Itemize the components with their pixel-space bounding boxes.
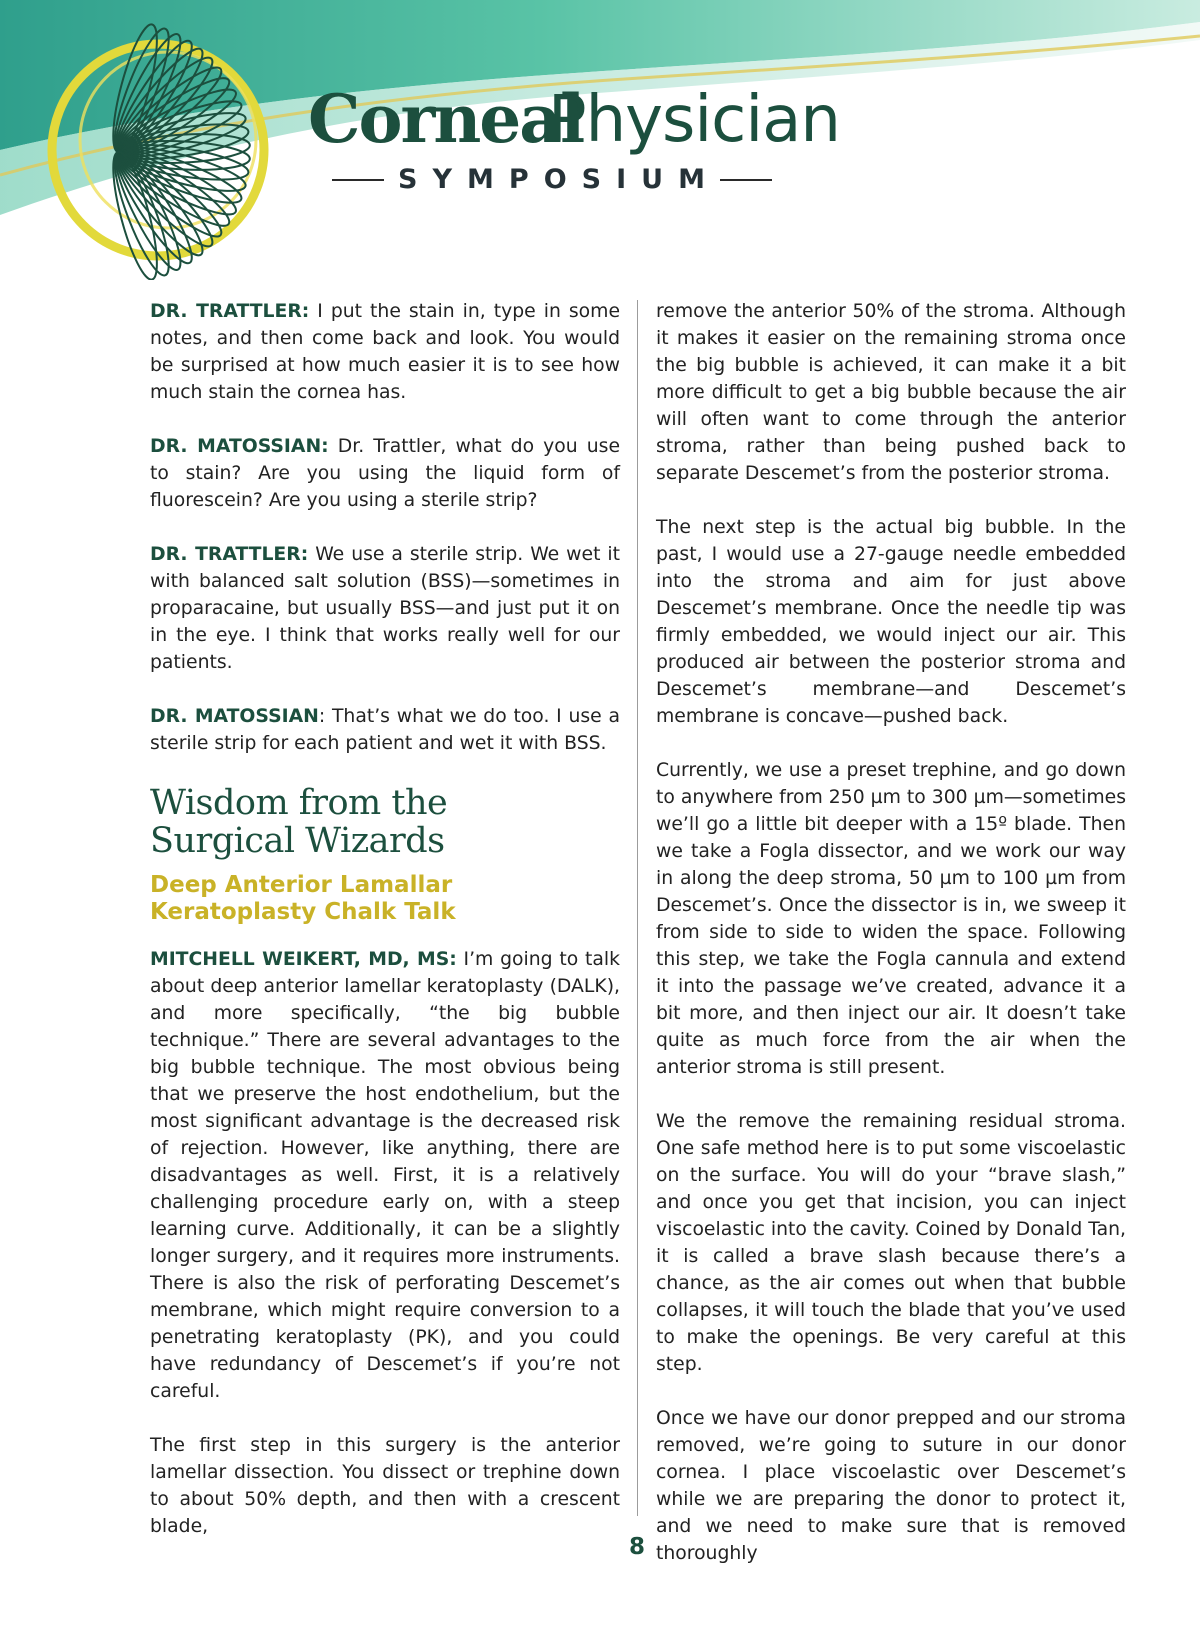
subtitle-line: Deep Anterior Lamallar	[150, 872, 453, 898]
paragraph-text: Dr. Trattler, what do you use to stain? Are you using the liquid form of fluorescein? Are you using a sterile strip?	[150, 436, 621, 511]
body-paragraph: Currently, we use a preset trephine, and go down to anywhere from 250 µm to 300 µm—sometimes we’ll go a little bit deeper with a 15º blade. Then we take a Fogla dissector, and we work our way in along the deep stroma, 50 µm to 100 µm from Descemet’s. Once the dissector is in, we sweep it from side to side to widen the space. Following this step, we take the Fogla cannula and extend it into the passage we’ve created, advance it a bit more, and then inject our air. It doesn’t take quite as much force from the air when the anterior stroma is still present.	[656, 760, 1126, 1078]
dialogue-paragraph	[150, 946, 620, 1405]
dialogue-paragraph	[150, 298, 620, 406]
speaker-label: DR. TRATTLER:	[150, 301, 310, 322]
speaker-label: DR. MATOSSIAN	[150, 706, 319, 727]
speaker-label: MITCHELL WEIKERT, MD, MS:	[150, 949, 457, 970]
speaker-label: DR. MATOSSIAN:	[150, 436, 329, 457]
paragraph-text: : That’s what we do too. I use a sterile strip for each patient and wet it with BSS.	[150, 706, 620, 754]
page-number: 8	[628, 1534, 645, 1560]
subtitle-line: Keratoplasty Chalk Talk	[150, 899, 456, 925]
body-paragraph: remove the anterior 50% of the stroma. Although it makes it easier on the remaining stroma once the big bubble is achieved, it can make it a bit more difficult to get a big bubble because the air will often want to come through the anterior stroma, rather than being pushed back to separate Descemet’s from the posterior stroma.	[656, 301, 1126, 484]
paragraph-text: I’m going to talk about deep anterior lamellar keratoplasty (DALK), and more specifically, “the big bubble technique.” There are several advantages to the big bubble technique. The most obvious being that we preserve the host endothelium, but the most significant advantage is the decreased risk of rejection. However, like anything, there are disadvantages as well. First, it is a relatively challenging procedure early on, with a steep learning curve. Additionally, it can be a slightly longer surgery, and it requires more instruments. There is also the risk of perforating Descemet’s membrane, which might require conversion to a penetrating keratoplasty (PK), and you could have redundancy of Descemet’s if you’re not careful.	[150, 949, 620, 1402]
section-title-line: Wisdom from the	[150, 783, 448, 823]
logo-symposium	[332, 166, 772, 193]
body-paragraph: The next step is the actual big bubble. In the past, I would use a 27-gauge needle embedded into the stroma and aim for just above Descemet’s membrane. Once the needle tip was firmly embedded, we would inject our air. This produced air between the posterior stroma and Descemet’s membrane—and Descemet’s membrane is concave—pushed back.	[656, 517, 1126, 727]
article-right-column	[656, 298, 1126, 1567]
section-title-line: Surgical Wizards	[150, 821, 445, 861]
paragraph-text: I put the stain in, type in some notes, and then come back and look. You would be surprised at how much easier it is to see how much stain the cornea has.	[150, 301, 620, 403]
section-title	[150, 784, 620, 860]
column-divider	[637, 300, 638, 1516]
paragraph-text: We use a sterile strip. We wet it with balanced salt solution (BSS)—sometimes in proparacaine, but usually BSS—and just put it on in the eye. I think that works really well for our patients.	[150, 544, 620, 673]
dialogue-paragraph	[150, 433, 620, 514]
logo-corneal: Corneal	[308, 80, 584, 158]
logo-rule-left	[332, 179, 384, 181]
logo-rule-right	[720, 179, 772, 181]
body-paragraph: We the remove the remaining residual stroma. One safe method here is to put some viscoelastic on the surface. You will do your “brave slash,” and once you get that incision, you can inject viscoelastic into the cavity. Coined by Donald Tan, it is called a brave slash because there’s a chance, as the air comes out when that bubble collapses, it will touch the blade that you’ve used to make the openings. Be very careful at this step.	[656, 1111, 1126, 1375]
body-paragraph: Once we have our donor prepped and our stroma removed, we’re going to suture in our donor cornea. I place viscoelastic over Descemet’s while we are preparing the donor to protect it, and we need to make sure that is removed thoroughly	[656, 1408, 1126, 1564]
section-subtitle	[150, 872, 620, 926]
dialogue-paragraph	[150, 541, 620, 676]
logo-physician: Physician	[548, 83, 840, 157]
speaker-label: DR. TRATTLER:	[150, 544, 309, 565]
body-paragraph: The first step in this surgery is the anterior lamellar dissection. You dissect or trephine down to about 50% depth, and then with a crescent blade,	[150, 1435, 620, 1537]
dialogue-paragraph	[150, 703, 620, 757]
logo-symposium-text: SYMPOSIUM	[398, 164, 720, 195]
article-left-column	[150, 298, 620, 1540]
